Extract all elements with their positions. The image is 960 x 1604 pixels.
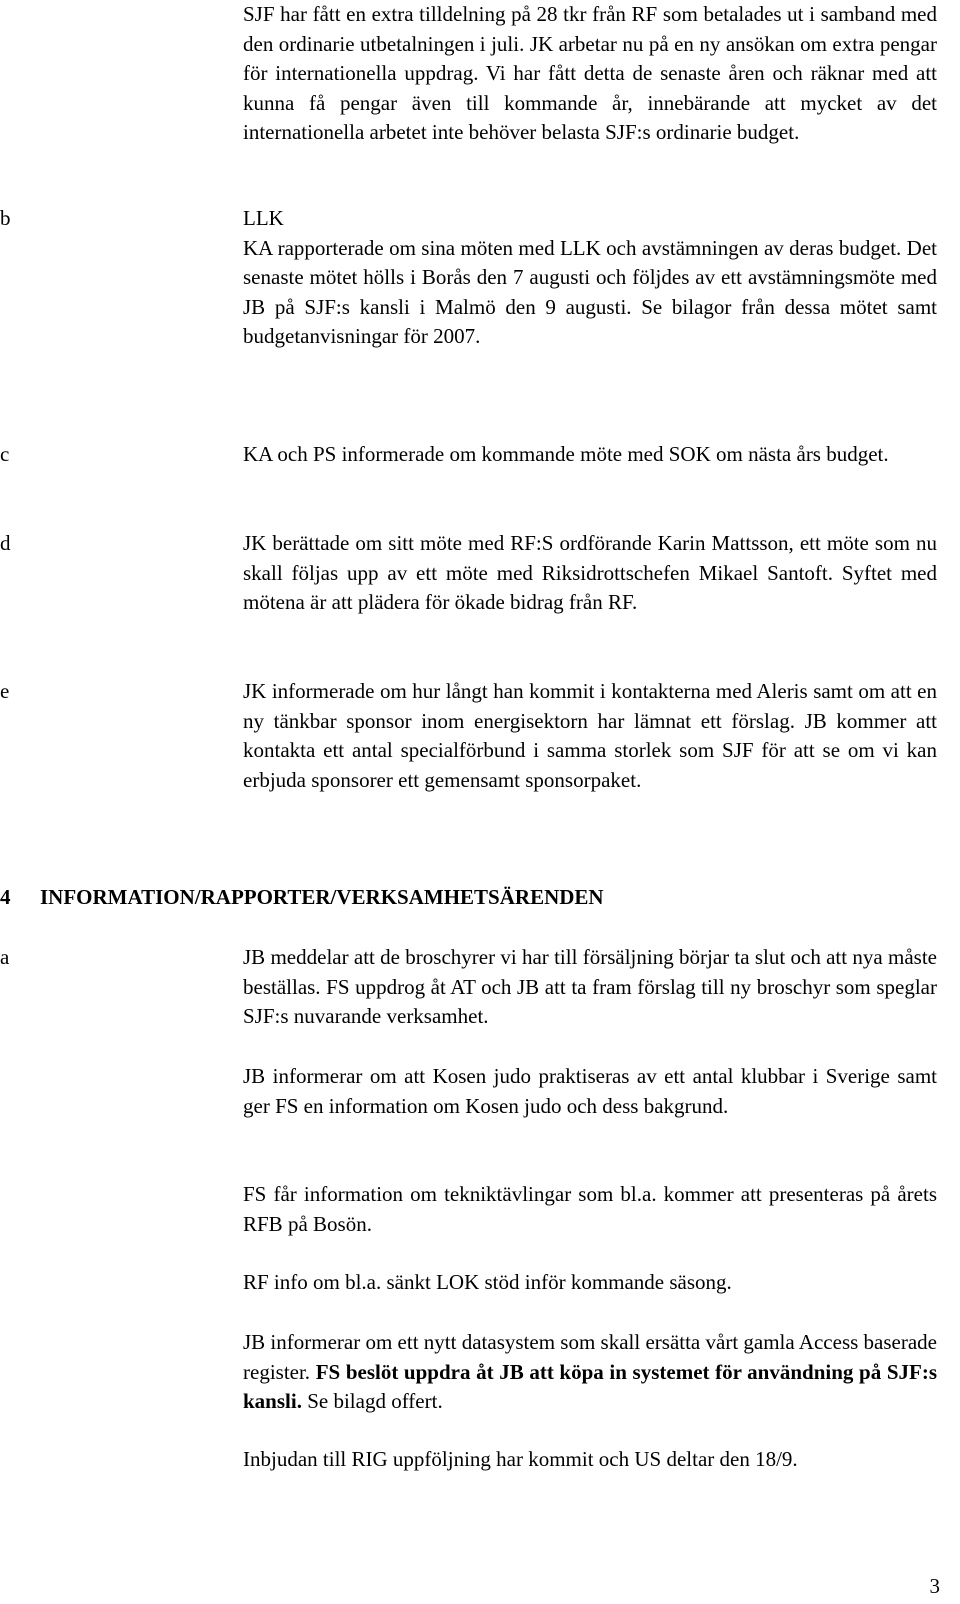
section-a-text-2: JB informerar om att Kosen judo praktiseras av ett antal klubbar i Sverige samt ger FS en information om Kosen judo och dess bakgrund. xyxy=(243,1064,937,1118)
section-a-text-3: FS får information om tekniktävlingar som bl.a. kommer att presenteras på årets RFB på Bosön. xyxy=(243,1182,937,1236)
section-a-text-1: JB meddelar att de broschyrer vi har till försäljning börjar ta slut och att nya måste beställas. FS uppdrog åt AT och JB att ta fram förslag till ny broschyr som speglar SJF:s nuvarande verksamhet. xyxy=(243,945,937,1028)
section-title: INFORMATION/RAPPORTER/VERKSAMHETSÄRENDEN xyxy=(40,885,604,909)
datasystem-decision: FS beslöt uppdra åt JB att köpa in systemet för användning på SJF:s kansli. xyxy=(243,1359,938,1413)
datasystem-after: Se bilagd offert. xyxy=(301,1389,443,1413)
item-label-b: b xyxy=(0,206,11,230)
item-label-d: d xyxy=(0,531,11,555)
item-label-c: c xyxy=(0,442,10,466)
item-d-text: JK berättade om sitt möte med RF:S ordförande Karin Mattsson, ett möte som nu skall följas upp av ett möte med Riksidrottschefen Mikael Santoft. Syftet med mötena är att plädera för ökade bidrag från RF. xyxy=(243,531,937,614)
item-d xyxy=(243,529,937,618)
intro-text: SJF har fått en extra tilldelning på 28 tkr från RF som betalades ut i samband med den ordinarie utbetalningen i juli. JK arbetar nu på en ny ansökan om extra pengar för internationella uppdrag. Vi har fått detta de senaste åren och räknar med att kunna få pengar även till kommande år, innebärande att mycket av det internationella arbetet inte behöver belasta SJF:s ordinarie budget. xyxy=(243,2,937,144)
section-a-p6 xyxy=(243,1445,937,1475)
page-number: 3 xyxy=(929,1574,940,1598)
item-b xyxy=(243,204,937,352)
section-number: 4 xyxy=(0,885,11,909)
section-item-label-a: a xyxy=(0,945,10,969)
item-e-text: JK informerade om hur långt han kommit i kontakterna med Aleris samt om att en ny tänkbar sponsor inom energisektorn har lämnat ett förslag. JB kommer att kontakta ett antal specialförbund i samma storlek som SJF för att se om vi kan erbjuda sponsorer ett gemensamt sponsorpaket. xyxy=(243,679,937,792)
section-a-p4 xyxy=(243,1268,937,1298)
item-b-title: LLK xyxy=(243,206,284,230)
item-c-text: KA och PS informerade om kommande möte med SOK om nästa års budget. xyxy=(243,442,889,466)
item-e xyxy=(243,677,937,795)
section-a-p5 xyxy=(243,1328,937,1417)
section-heading xyxy=(0,883,604,913)
section-a-text-5 xyxy=(243,1328,937,1417)
item-label-e: e xyxy=(0,679,10,703)
item-c xyxy=(243,440,937,470)
section-a-p3 xyxy=(243,1180,937,1239)
section-a-p1 xyxy=(243,943,937,1032)
datasystem-before: JB informerar om ett nytt datasystem som skall ersätta vårt gamla Access baserade register. xyxy=(243,1330,937,1384)
section-a-text-4: RF info om bl.a. sänkt LOK stöd inför kommande säsong. xyxy=(243,1270,732,1294)
intro-paragraph xyxy=(243,0,937,148)
section-a-p2 xyxy=(243,1062,937,1121)
item-b-text: KA rapporterade om sina möten med LLK och avstämningen av deras budget. Det senaste mötet hölls i Borås den 7 augusti och följdes av ett avstämningsmöte med JB på SJF:s kansli i Malmö den 9 augusti. Se bilagor från dessa mötet samt budgetanvisningar för 2007. xyxy=(243,235,937,348)
section-a-text-6: Inbjudan till RIG uppföljning har kommit och US deltar den 18/9. xyxy=(243,1447,798,1471)
